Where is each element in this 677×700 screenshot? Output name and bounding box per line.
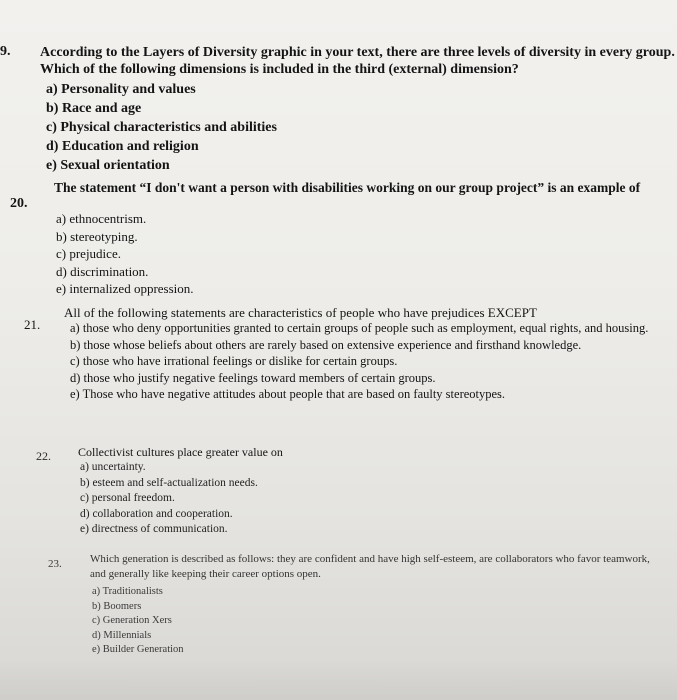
answer-options xyxy=(46,80,277,175)
answer-option-a: a) Traditionalists xyxy=(92,586,163,597)
answer-option-c: c) personal freedom. xyxy=(80,492,175,504)
answer-option-a: a) those who deny opportunities granted to certain groups of people such as employment, equal rights, and housing. xyxy=(70,321,649,335)
answer-option-d: d) Education and religion xyxy=(46,139,199,154)
answer-options xyxy=(70,320,670,403)
question-stem: According to the Layers of Diversity graphic in your text, there are three levels of diversity in every group. Which of the following dimensions is included in the third (external) dimension? xyxy=(40,45,675,77)
answer-options xyxy=(56,210,194,298)
question-number: 22. xyxy=(36,449,51,463)
answer-option-c: c) Physical characteristics and abilities xyxy=(46,120,277,135)
answer-option-e: e) Sexual orientation xyxy=(46,158,170,173)
answer-option-b: b) stereotyping. xyxy=(56,228,138,244)
question-number: 20. xyxy=(10,196,28,211)
answer-option-d: d) collaboration and cooperation. xyxy=(80,507,233,520)
question-stem: Collectivist cultures place greater value on xyxy=(78,445,283,459)
answer-option-a: a) uncertainty. xyxy=(80,461,146,473)
question-number: 21. xyxy=(24,317,41,332)
question-stem: All of the following statements are characteristics of people who have prejudices EXCEPT xyxy=(64,305,537,320)
question-number: 9. xyxy=(0,44,11,59)
answer-options xyxy=(80,460,258,538)
answer-option-d: d) those who justify negative feelings toward members of certain groups. xyxy=(70,370,436,385)
answer-option-d: d) discrimination. xyxy=(56,263,149,279)
answer-options xyxy=(92,585,184,658)
answer-option-e: e) Those who have negative attitudes about people that are based on faulty stereotypes. xyxy=(70,387,506,401)
answer-option-b: b) those whose beliefs about others are rarely based on extensive experience and firsthand knowledge. xyxy=(70,337,582,352)
question-stem: The statement “I don't want a person with disabilities working on our group project” is an example of xyxy=(54,180,641,195)
answer-option-e: e) internalized oppression. xyxy=(56,281,194,296)
answer-option-b: b) Race and age xyxy=(46,101,142,116)
answer-option-a: a) ethnocentrism. xyxy=(56,211,147,226)
answer-option-b: b) Boomers xyxy=(92,600,142,612)
answer-option-c: c) Generation Xers xyxy=(92,615,172,626)
answer-option-e: e) Builder Generation xyxy=(92,644,184,655)
answer-option-b: b) esteem and self-actualization needs. xyxy=(80,476,258,489)
page-shadow xyxy=(0,660,677,700)
answer-option-d: d) Millennials xyxy=(92,629,152,641)
answer-option-c: c) those who have irrational feelings or dislike for certain groups. xyxy=(70,354,398,368)
answer-option-a: a) Personality and values xyxy=(46,82,196,97)
question-stem: Which generation is described as follows: they are confident and have high self-esteem, are collaborators who favor teamwork, and generally like keeping their career options open. xyxy=(90,553,650,580)
answer-option-c: c) prejudice. xyxy=(56,246,121,261)
question-number: 23. xyxy=(48,558,62,570)
answer-option-e: e) directness of communication. xyxy=(80,523,228,535)
